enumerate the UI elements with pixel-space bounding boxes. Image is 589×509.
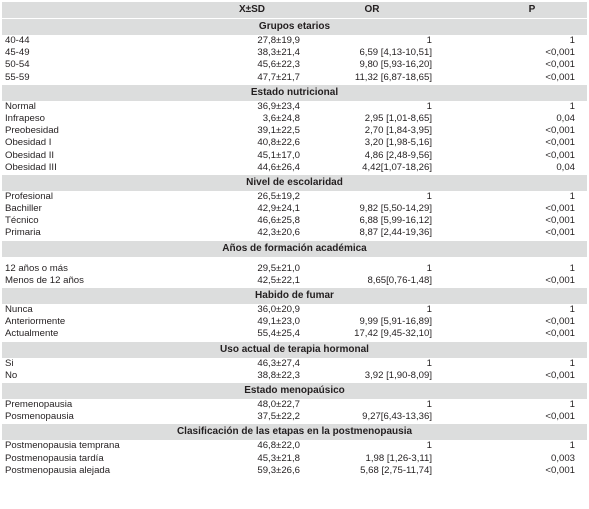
header-p-value: P	[528, 4, 536, 15]
row-odds-ratio: 8,87 [2,44-19,36]	[359, 227, 432, 239]
row-label: Postmenopausia alejada	[5, 464, 111, 476]
row-mean-sd: 40,8±22,6	[257, 137, 300, 149]
row-mean-sd: 55,4±25,4	[257, 328, 300, 340]
row-mean-sd: 42,9±24,1	[257, 203, 300, 215]
row-p-value: 1	[569, 262, 575, 274]
header-odds-ratio: OR	[364, 4, 380, 15]
row-p-value: <0,001	[545, 47, 575, 59]
row-odds-ratio: 2,95 [1,01-8,65]	[364, 112, 432, 124]
row-p-value: <0,001	[545, 71, 575, 83]
row-p-value: <0,001	[545, 149, 575, 161]
row-odds-ratio: 11,32 [6,87-18,65]	[354, 71, 432, 83]
row-p-value: <0,001	[545, 328, 575, 340]
row-label: Anteriormente	[5, 316, 66, 328]
row-odds-ratio: 2,70 [1,84-3,95]	[364, 125, 432, 137]
row-label: Bachiller	[5, 203, 42, 215]
row-mean-sd: 45,6±22,3	[257, 59, 300, 71]
table-row	[2, 275, 587, 287]
section-title: Clasificación de las etapas en la postmenopausia	[2, 423, 587, 440]
row-label: 45-49	[5, 47, 30, 59]
table-row	[2, 125, 587, 137]
row-p-value: <0,001	[545, 274, 575, 286]
row-odds-ratio: 1	[426, 440, 432, 452]
row-odds-ratio: 1	[426, 262, 432, 274]
row-label: No	[5, 369, 18, 381]
row-p-value: <0,001	[545, 411, 575, 423]
table-row	[2, 150, 587, 162]
section-title: Estado nutricional	[2, 84, 587, 101]
table-body	[2, 18, 587, 477]
row-odds-ratio: 6,59 [4,13-10,51]	[359, 47, 432, 59]
row-p-value: <0,001	[545, 215, 575, 227]
row-label: 50-54	[5, 59, 30, 71]
row-label: Normal	[5, 100, 36, 112]
row-label: Posmenopausia	[5, 411, 74, 423]
row-label: Postmenopausia tardía	[5, 452, 104, 464]
row-p-value: <0,001	[545, 369, 575, 381]
row-label: Nunca	[5, 304, 33, 315]
table-row	[2, 453, 587, 465]
row-mean-sd: 26,5±19,2	[257, 190, 300, 202]
row-p-value: <0,001	[545, 137, 575, 149]
table-row	[2, 316, 587, 328]
row-odds-ratio: 1	[426, 398, 432, 410]
section-title: Estado menopaúsico	[2, 382, 587, 399]
row-label: Profesional	[5, 190, 53, 202]
table-row	[2, 465, 587, 477]
row-odds-ratio: 9,80 [5,93-16,20]	[359, 59, 432, 71]
row-odds-ratio: 3,20 [1,98-5,16]	[364, 137, 432, 149]
table-header	[2, 2, 587, 18]
row-mean-sd: 38,3±21,4	[257, 47, 300, 59]
row-mean-sd: 39,1±22,5	[257, 125, 300, 137]
row-mean-sd: 42,3±20,6	[257, 227, 300, 239]
row-odds-ratio: 17,42 [9,45-32,10]	[354, 328, 432, 340]
row-label: 55-59	[5, 71, 30, 83]
table-row	[2, 101, 587, 113]
row-p-value: <0,001	[545, 203, 575, 215]
row-odds-ratio: 1	[426, 100, 432, 112]
row-p-value: 1	[569, 190, 575, 202]
row-mean-sd: 38,8±22,3	[257, 369, 300, 381]
row-label: Preobesidad	[5, 125, 59, 137]
row-odds-ratio: 1	[426, 35, 432, 46]
row-mean-sd: 36,0±20,9	[257, 304, 300, 315]
row-odds-ratio: 1	[426, 190, 432, 202]
table-row	[2, 162, 587, 174]
row-p-value: <0,001	[545, 227, 575, 239]
header-mean-sd: X±SD	[238, 4, 266, 15]
table-row	[2, 328, 587, 340]
section-title: Uso actual de terapia hormonal	[2, 341, 587, 358]
row-p-value: <0,001	[545, 316, 575, 328]
row-label: Técnico	[5, 215, 39, 227]
row-mean-sd: 3,6±24,8	[262, 112, 300, 124]
table-row	[2, 411, 587, 423]
row-mean-sd: 46,6±25,8	[257, 215, 300, 227]
row-odds-ratio: 4,42[1,07-18,26]	[362, 161, 432, 173]
row-p-value: 1	[569, 398, 575, 410]
table-row	[2, 440, 587, 452]
row-mean-sd: 27,8±19,9	[257, 35, 300, 46]
row-label: Menos de 12 años	[5, 274, 84, 286]
row-odds-ratio: 9,27[6,43-13,36]	[362, 411, 432, 423]
table-row	[2, 113, 587, 125]
table-row	[2, 358, 587, 370]
row-p-value: 0,003	[550, 452, 575, 464]
row-p-value: 1	[569, 357, 575, 369]
row-odds-ratio: 9,82 [5,50-14,29]	[359, 203, 432, 215]
table-row	[2, 227, 587, 239]
data-table	[2, 2, 587, 477]
row-p-value: 1	[569, 440, 575, 452]
table-row	[2, 263, 587, 275]
row-label: 12 años o más	[5, 262, 68, 274]
table-row	[2, 304, 587, 316]
row-odds-ratio: 6,88 [5,99-16,12]	[359, 215, 432, 227]
row-odds-ratio: 1	[426, 304, 432, 315]
row-p-value: 1	[569, 304, 575, 315]
row-odds-ratio: 8,65[0,76-1,48]	[367, 274, 432, 286]
row-p-value: 1	[569, 100, 575, 112]
row-label: Primaria	[5, 227, 41, 239]
table-row	[2, 191, 587, 203]
row-p-value: <0,001	[545, 464, 575, 476]
row-mean-sd: 46,3±27,4	[257, 357, 300, 369]
row-label: Premenopausia	[5, 398, 73, 410]
table-row	[2, 137, 587, 149]
section-title: Años de formación académica	[2, 240, 587, 257]
row-p-value: <0,001	[545, 125, 575, 137]
row-mean-sd: 47,7±21,7	[257, 71, 300, 83]
row-mean-sd: 37,5±22,2	[257, 411, 300, 423]
row-mean-sd: 45,1±17,0	[257, 149, 300, 161]
row-odds-ratio: 3,92 [1,90-8,09]	[364, 369, 432, 381]
row-label: Obesidad II	[5, 149, 55, 161]
section-title: Nivel de escolaridad	[2, 174, 587, 191]
row-mean-sd: 44,6±26,4	[257, 161, 300, 173]
row-p-value: 0,04	[556, 112, 575, 124]
table-row	[2, 35, 587, 47]
row-mean-sd: 48,0±22,7	[257, 398, 300, 410]
row-mean-sd: 59,3±26,6	[257, 464, 300, 476]
section-title: Grupos etarios	[2, 18, 587, 35]
row-p-value: 1	[569, 35, 575, 46]
row-label: Actualmente	[5, 328, 59, 340]
table-row	[2, 59, 587, 71]
row-p-value: <0,001	[545, 59, 575, 71]
table-row	[2, 203, 587, 215]
section-title: Habido de fumar	[2, 287, 587, 304]
table-row	[2, 47, 587, 59]
row-odds-ratio: 9,99 [5,91-16,89]	[359, 316, 432, 328]
row-mean-sd: 45,3±21,8	[257, 452, 300, 464]
row-odds-ratio: 1	[426, 357, 432, 369]
row-mean-sd: 42,5±22,1	[257, 274, 300, 286]
row-label: Obesidad III	[5, 161, 57, 173]
row-odds-ratio: 4,86 [2,48-9,56]	[364, 149, 432, 161]
row-odds-ratio: 1,98 [1,26-3,11]	[365, 452, 432, 464]
row-label: Si	[5, 357, 14, 369]
table-row	[2, 72, 587, 84]
row-label: Obesidad I	[5, 137, 52, 149]
table-row	[2, 370, 587, 382]
row-label: Infrapeso	[5, 112, 46, 124]
row-label: 40-44	[5, 35, 30, 46]
row-label: Postmenopausia temprana	[5, 440, 120, 452]
row-mean-sd: 36,9±23,4	[257, 100, 300, 112]
row-mean-sd: 49,1±23,0	[257, 316, 300, 328]
table-row	[2, 215, 587, 227]
row-p-value: 0,04	[556, 161, 575, 173]
table-row	[2, 399, 587, 411]
row-mean-sd: 29,5±21,0	[257, 262, 300, 274]
row-mean-sd: 46,8±22,0	[257, 440, 300, 452]
row-odds-ratio: 5,68 [2,75-11,74]	[360, 464, 432, 476]
